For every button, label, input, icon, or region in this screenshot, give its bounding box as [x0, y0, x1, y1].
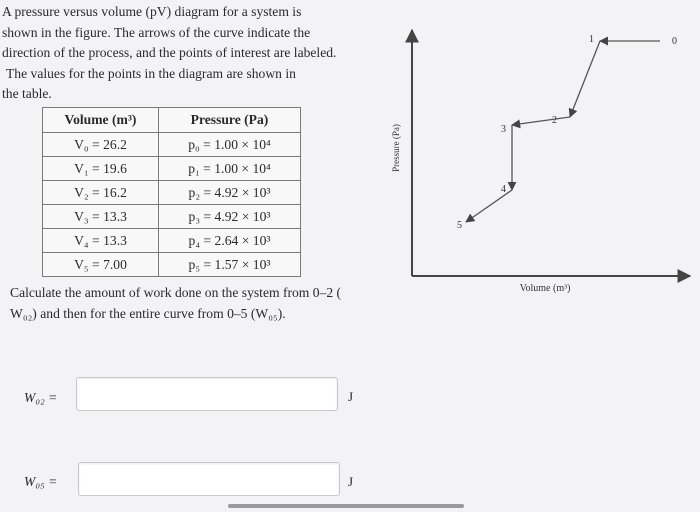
volume-header: Volume (m³) — [43, 108, 159, 133]
process-curve — [466, 41, 660, 222]
segment-2-3 — [512, 117, 570, 125]
point-label-2: 2 — [552, 115, 557, 126]
point-label-3: 3 — [501, 124, 506, 135]
pv-values-table — [42, 107, 301, 277]
table-row — [43, 133, 301, 157]
table-row — [43, 157, 301, 181]
y-axis-label: Pressure (Pa) — [391, 124, 401, 172]
pressure-cell: p₀ = 1.00 × 10⁴ — [159, 133, 301, 157]
table-row — [43, 181, 301, 205]
w02-unit: J — [348, 389, 354, 404]
w02-label: W₀₂ = — [24, 390, 58, 405]
problem-line: A pressure versus volume (pV) diagram for a system is — [2, 4, 302, 19]
volume-cell: V₀ = 26.2 — [43, 133, 159, 157]
pv-diagram — [390, 14, 695, 304]
table-row — [43, 229, 301, 253]
w05-answer-input[interactable] — [78, 462, 340, 496]
pressure-header: Pressure (Pa) — [159, 108, 301, 133]
point-label-4: 4 — [501, 184, 506, 195]
pressure-cell: p₅ = 1.57 × 10³ — [159, 253, 301, 277]
table-row — [43, 205, 301, 229]
volume-cell: V₃ = 13.3 — [43, 205, 159, 229]
volume-cell: V₅ = 7.00 — [43, 253, 159, 277]
point-label-1: 1 — [589, 34, 594, 45]
point-label-5: 5 — [457, 220, 462, 231]
question-line: Calculate the amount of work done on the system from 0–2 ( — [10, 285, 342, 300]
problem-line: The values for the points in the diagram are shown in — [6, 65, 296, 81]
question-line: W₀₂) and then for the entire curve from 0–5 (W₀₅). — [10, 305, 286, 321]
problem-line: the table. — [2, 86, 52, 101]
volume-cell: V₄ = 13.3 — [43, 229, 159, 253]
w02-answer-input[interactable] — [76, 377, 338, 411]
table-header-row — [43, 108, 301, 133]
segment-1-2 — [570, 41, 600, 117]
pressure-cell: p₁ = 1.00 × 10⁴ — [159, 157, 301, 181]
problem-line: shown in the figure. The arrows of the curve indicate the — [2, 24, 311, 40]
table-row — [43, 253, 301, 277]
question-text — [10, 283, 390, 324]
w05-label: W₀₅ = — [24, 474, 58, 489]
pressure-cell: p₄ = 2.64 × 10³ — [159, 229, 301, 253]
w05-unit: J — [348, 474, 354, 489]
point-label-0: 0 — [672, 36, 677, 47]
volume-cell: V₁ = 19.6 — [43, 157, 159, 181]
pressure-cell: p₃ = 4.92 × 10³ — [159, 205, 301, 229]
volume-cell: V₂ = 16.2 — [43, 181, 159, 205]
problem-line: direction of the process, and the points of interest are labeled. — [2, 45, 337, 60]
problem-statement — [2, 2, 372, 105]
x-axis-label: Volume (m³) — [519, 283, 571, 294]
pressure-cell: p₂ = 4.92 × 10³ — [159, 181, 301, 205]
horizontal-scrollbar[interactable] — [228, 504, 464, 508]
